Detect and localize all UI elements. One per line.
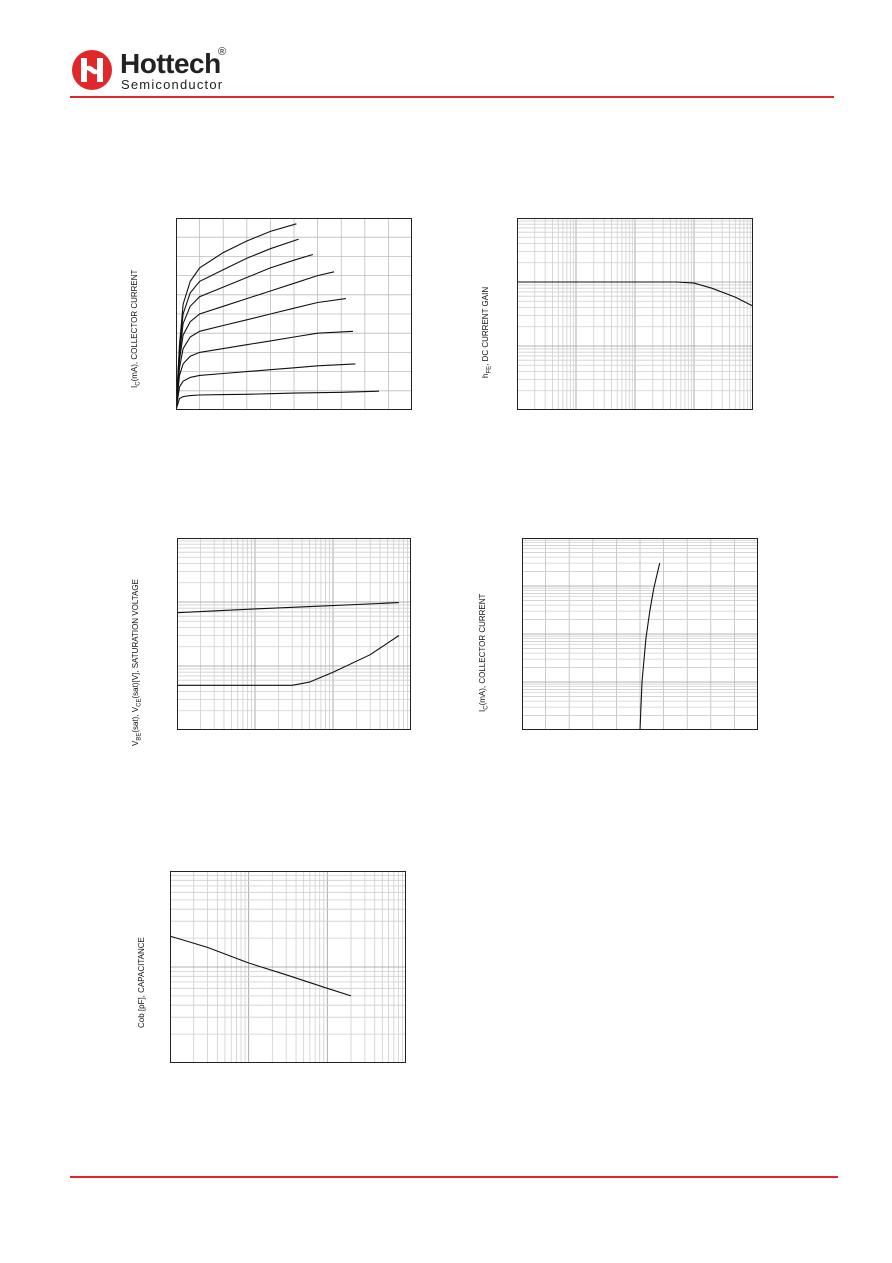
chart-cob-vcb	[170, 871, 406, 1063]
chart-ic-vbe	[522, 538, 758, 730]
hottech-logo-icon	[70, 48, 116, 94]
footer-rule	[70, 1176, 838, 1178]
chart-cob-vcb-svg	[170, 871, 406, 1063]
plot-frame	[178, 539, 411, 730]
series-line-2	[176, 364, 355, 410]
grid	[517, 218, 753, 410]
chart-vsat-ic	[177, 538, 411, 730]
ylabel-sub: C	[135, 381, 142, 386]
series-line-8	[176, 224, 296, 410]
series-line-6	[176, 255, 313, 411]
brand-name: Hottech	[120, 48, 221, 79]
chart-cob-vcb-ylabel: Cob [pF], CAPACITANCE	[137, 937, 146, 1028]
registered-mark: ®	[218, 46, 227, 58]
chart-vsat-ic-svg	[177, 538, 411, 730]
ylabel-sub: C	[483, 705, 490, 710]
ylabel-sub: FE	[486, 365, 493, 374]
brand-subtitle: Semiconductor	[121, 77, 224, 92]
chart-ic-vce-svg	[176, 218, 412, 410]
grid	[177, 538, 411, 730]
chart-hfe-ic-ylabel: $h_{FE}$, DC CURRENT GAIN	[481, 286, 493, 378]
chart-hfe-ic	[517, 218, 753, 410]
grid	[170, 871, 406, 1063]
brand-logo	[70, 48, 240, 96]
chart-ic-vce	[176, 218, 412, 410]
header-rule	[70, 96, 834, 98]
series-line-1	[176, 391, 379, 410]
chart-vsat-ic-ylabel: $V_{BE}(sat)$, $V_{CE}(sat)[V]$, SATURATION VOLTAGE	[131, 579, 143, 746]
chart-ic-vbe-ylabel: $I_C(mA)$, COLLECTOR CURRENT	[478, 593, 490, 712]
series-line-1	[177, 603, 399, 613]
grid	[522, 538, 758, 730]
series-line-4	[176, 299, 346, 410]
grid	[176, 218, 412, 410]
chart-ic-vbe-svg	[522, 538, 758, 730]
chart-hfe-ic-svg	[517, 218, 753, 410]
series-line-2	[177, 636, 399, 686]
chart-ic-vce-ylabel: $I_C(mA)$, COLLECTOR CURRENT	[130, 269, 142, 388]
